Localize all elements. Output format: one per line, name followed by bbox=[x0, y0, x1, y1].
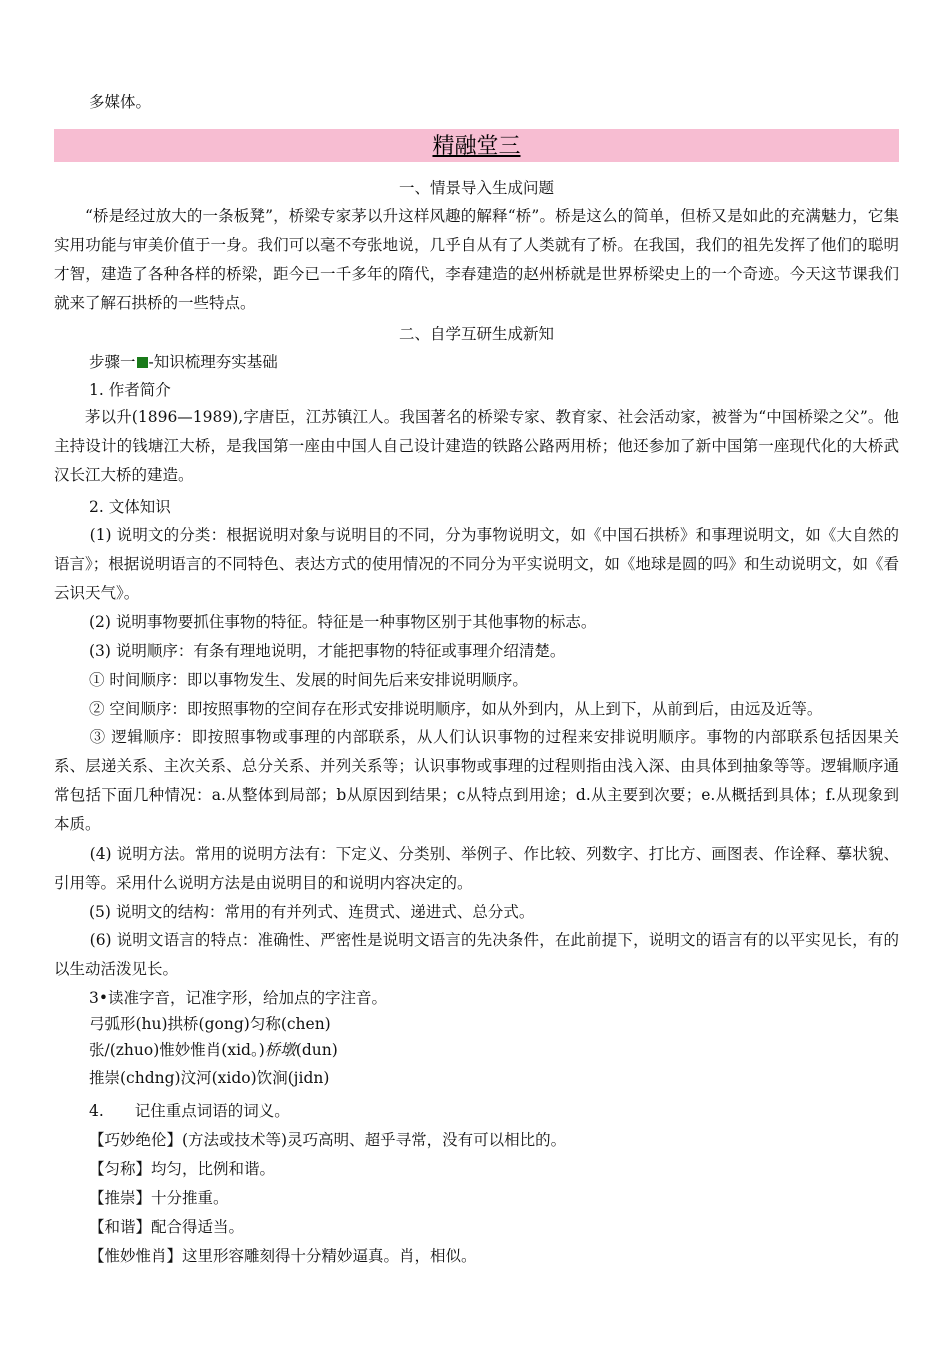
section-pronunciation-title: 3•读准字音，记准字形，给加点的字注音。 bbox=[89, 989, 388, 1007]
knowledge-item-6: (6) 说明文语言的特点：准确性、严密性是说明文语言的先决条件，在此前提下，说明文的语言有的以平实见长，有的以生动活泼见长。 bbox=[54, 931, 899, 978]
banner-title: 精融堂三 bbox=[432, 134, 521, 159]
intro-paragraph: “桥是经过放大的一条板凳”，桥梁专家茅以升这样风趣的解释“桥”。桥是这么的简单，但桥又是如此的充满魅力，它集实用功能与审美价值于一身。我们可以毫不夸张地说，几乎自从有了人类就有了桥。在我国，我们的祖先发挥了他们的聪明才智，建造了各种各样的桥梁，距今已一千多年的隋代，李春建造的赵州桥就是世界桥梁史上的一个奇迹。今天这节课我们就来了解石拱桥的一些特点。 bbox=[54, 207, 899, 312]
pronunciation-part-c: (dun) bbox=[295, 1041, 338, 1059]
section-vocabulary-title: 4. 记住重点词语的词义。 bbox=[89, 1102, 290, 1120]
heading-self-study: 二、自学互研生成新知 bbox=[398, 325, 554, 343]
knowledge-item-3: (3) 说明顺序：有条有理地说明，才能把事物的特征或事理介绍清楚。 bbox=[89, 642, 566, 660]
pronunciation-part-a: 张/(zhuo)惟妙惟肖(xid。) bbox=[89, 1041, 265, 1059]
vocab-item-1: 【巧妙绝伦】(方法或技术等)灵巧高明、超乎寻常，没有可以相比的。 bbox=[89, 1131, 567, 1149]
section-genre-title: 2. 文体知识 bbox=[89, 498, 171, 516]
section-author-title: 1. 作者简介 bbox=[89, 381, 171, 399]
knowledge-item-1: (1) 说明文的分类：根据说明对象与说明目的不同，分为事物说明文，如《中国石拱桥》和事理说明文，如《大自然的语言》；根据说明语言的不同特色、表达方式的使用情况的不同分为平实说明文，如《地球是圆的吗》和生动说明文，如《看云识天气》。 bbox=[54, 526, 899, 602]
step-one-line bbox=[89, 352, 278, 372]
knowledge-item-4: (4) 说明方法。常用的说明方法有：下定义、分类别、举例子、作比较、列数字、打比方、画图表、作诠释、摹状貌、引用等。采用什么说明方法是由说明目的和说明内容决定的。 bbox=[54, 845, 899, 892]
top-line: 多媒体。 bbox=[89, 93, 152, 111]
vocab-item-4: 【和谐】配合得适当。 bbox=[89, 1218, 245, 1236]
pronunciation-line-3: 推崇(chdng)汶河(xido)饮涧(jidn) bbox=[89, 1069, 330, 1087]
vocab-item-5: 【惟妙惟肖】这里形容雕刻得十分精妙逼真。肖，相似。 bbox=[89, 1247, 477, 1265]
green-square-icon bbox=[137, 357, 148, 368]
knowledge-item-3c: ③ 逻辑顺序：即按照事物或事理的内部联系，从人们认识事物的过程来安排说明顺序。事物的内部联系包括因果关系、层递关系、主次关系、总分关系、并列关系等；认识事物或事理的过程则指由浅入深、由具体到抽象等等。逻辑顺序通常包括下面几种情况：a.从整体到局部；b从原因到结果；c从特点到用途；d.从主要到次要；e.从概括到具体；f.从现象到本质。 bbox=[54, 728, 899, 833]
vocab-item-2: 【匀称】均匀，比例和谐。 bbox=[89, 1160, 276, 1178]
author-paragraph: 茅以升(1896—1989),字唐臣，江苏镇江人。我国著名的桥梁专家、教育家、社会活动家，被誉为“中国桥梁之父”。他主持设计的钱塘江大桥，是我国第一座由中国人自己设计建造的铁路公路两用桥；他还参加了新中国第一座现代化的大桥武汉长江大桥的建造。 bbox=[54, 408, 899, 484]
pronunciation-line-1: 弓弧形(hu)拱桥(gong)匀称(chen) bbox=[89, 1015, 331, 1033]
vocab-item-3: 【推崇】十分推重。 bbox=[89, 1189, 229, 1207]
pronunciation-part-b: 桥墩 bbox=[264, 1041, 296, 1059]
pronunciation-line-2 bbox=[89, 1040, 338, 1060]
step-prefix: 步骤一 bbox=[89, 353, 136, 371]
knowledge-item-2: (2) 说明事物要抓住事物的特征。特征是一种事物区别于其他事物的标志。 bbox=[89, 613, 597, 631]
section-banner bbox=[54, 129, 899, 162]
step-suffix: -知识梳理夯实基础 bbox=[148, 353, 278, 371]
knowledge-item-3a: ① 时间顺序：即以事物发生、发展的时间先后来安排说明顺序。 bbox=[89, 671, 528, 689]
heading-intro: 一、情景导入生成问题 bbox=[398, 179, 554, 197]
knowledge-item-5: (5) 说明文的结构：常用的有并列式、连贯式、递进式、总分式。 bbox=[89, 903, 535, 921]
knowledge-item-3b: ② 空间顺序：即按照事物的空间存在形式安排说明顺序，如从外到内，从上到下，从前到后，由远及近等。 bbox=[89, 700, 823, 718]
